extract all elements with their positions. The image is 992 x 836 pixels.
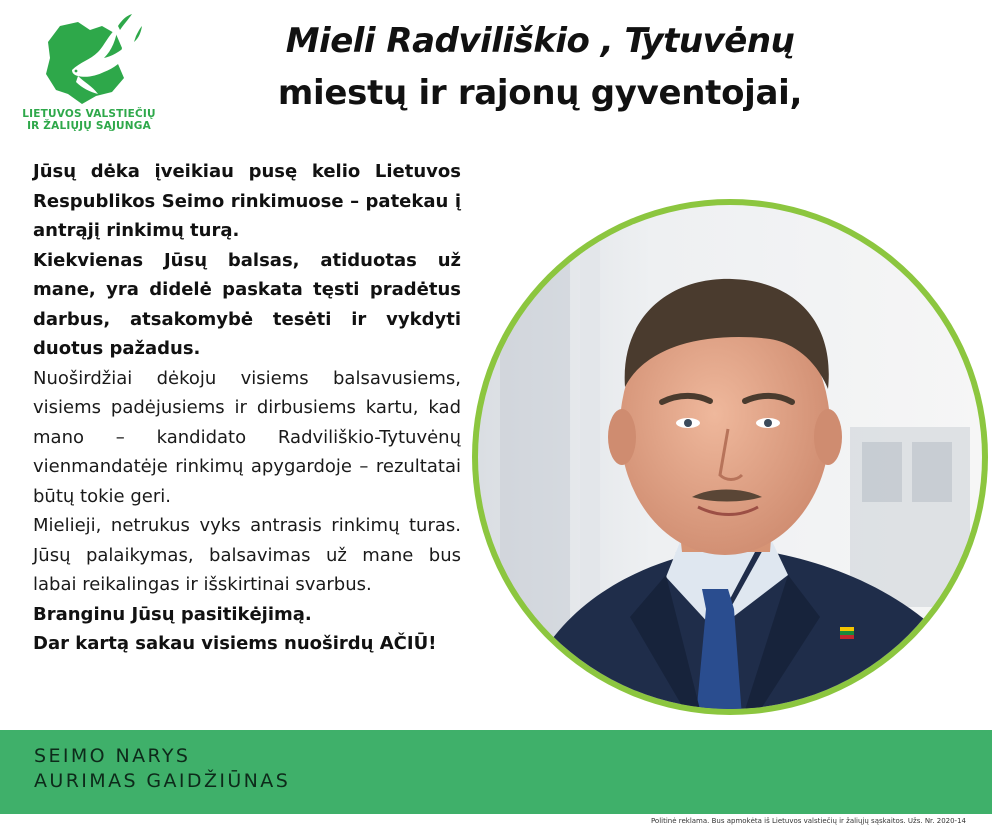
letter-paragraph-6: Dar kartą sakau visiems nuoširdų AČIŪ! <box>33 633 437 654</box>
portrait-illustration <box>470 157 992 783</box>
candidate-portrait <box>470 157 992 783</box>
letter-paragraph-4: Mielieji, netrukus vyks antrasis rinkimų turas. Jūsų palaikymas, balsavimas už mane bus labai reikalingas ir išskirtinai svarbus. <box>33 515 461 595</box>
letter-paragraph-2: Kiekvienas Jūsų balsas, atiduotas už mane, yra didelė paskata tęsti pradėtus darbus, atsakomybė tesėti ir vykdyti duotus pažadus. <box>33 249 461 359</box>
letter-paragraph-5: Branginu Jūsų pasitikėjimą. <box>33 603 312 625</box>
headline-line2: miestų ir rajonų gyventojai, <box>277 73 803 113</box>
party-logo <box>14 12 164 140</box>
lietuva-dove-icon <box>38 12 142 108</box>
signature-name: AURIMAS GAIDŽIŪNAS <box>34 770 291 792</box>
party-name <box>14 108 164 132</box>
letter-paragraph-1: Jūsų dėka įveikiau pusę kelio Lietuvos Respublikos Seimo rinkimuose – patekau į antrąjį rinkimų turą. <box>33 161 461 241</box>
signature-title: SEIMO NARYS <box>34 745 191 767</box>
letter-paragraph-3: Nuoširdžiai dėkoju visiems balsavusiems, visiems padėjusiems ir dirbusiems kartu, kad mano – kandidato Radviliškio-Tytuvėnų vienmandatėje rinkimų apygardoje – rezultatai būtų tokie geri. <box>33 367 461 507</box>
headline-line1: Mieli Radviliškio , Tytuvėnų <box>285 21 795 61</box>
political-ad-disclaimer: Politinė reklama. Bus apmokėta iš Lietuvos valstiečių ir žaliųjų sąskaitos. Užs. Nr. 2020-14 <box>650 817 966 825</box>
signature <box>34 744 290 794</box>
headline <box>200 16 880 120</box>
letter-body <box>33 157 461 659</box>
party-name-line1: LIETUVOS VALSTIEČIŲ <box>22 108 156 120</box>
party-name-line2: IR ŽALIŲJŲ SĄJUNGA <box>27 120 151 132</box>
